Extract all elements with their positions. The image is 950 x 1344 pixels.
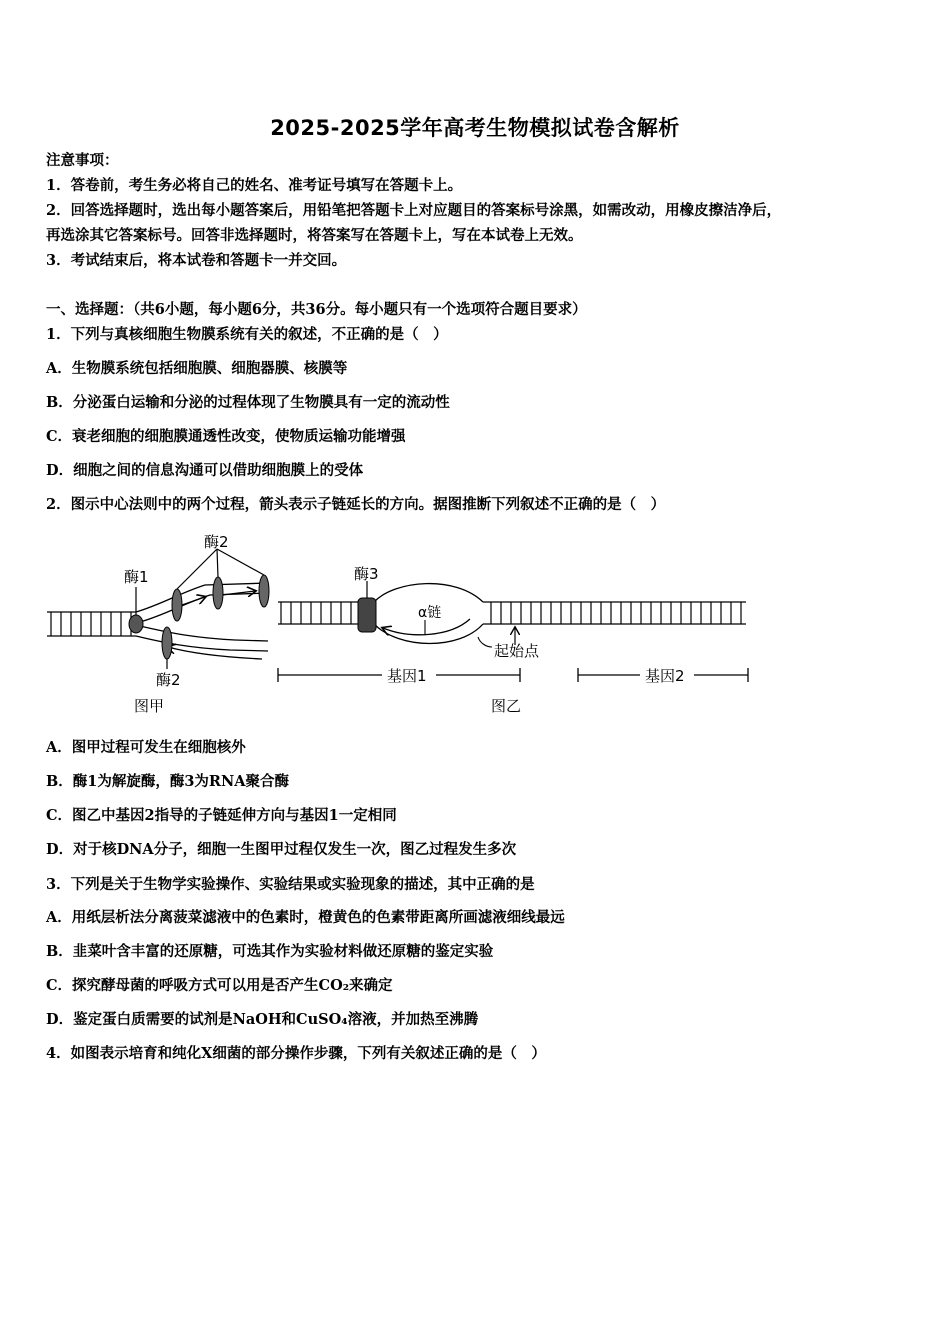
q1-option-d: D．细胞之间的信息沟通可以借助细胞膜上的受体 [46,462,364,479]
q1-option-c: C．衰老细胞的细胞膜通透性改变，使物质运输功能增强 [46,428,406,445]
notice-item-1: 1．答卷前，考生务必将自己的姓名、准考证号填写在答题卡上。 [46,177,463,194]
label-enzyme2-top: 酶2 [204,533,229,551]
q2-option-b: B．酶1为解旋酶，酶3为RNA聚合酶 [46,773,289,790]
q4-stem: 4．如图表示培育和纯化X细菌的部分操作步骤，下列有关叙述正确的是（ ） [46,1045,546,1062]
q2-option-c: C．图乙中基因2指导的子链延伸方向与基因1一定相同 [46,807,397,824]
q2-option-d: D．对于核DNA分子，细胞一生图甲过程仅发生一次，图乙过程发生多次 [46,841,517,858]
label-start-point: 起始点 [494,642,540,660]
q3-option-a: A．用纸层析法分离菠菜滤液中的色素时，橙黄色的色素带距离所画滤液细线最远 [46,909,565,926]
q3-stem: 3．下列是关于生物学实验操作、实验结果或实验现象的描述，其中正确的是 [46,876,535,893]
q2-figure [0,525,950,725]
caption-figure-b: 图乙 [491,697,522,715]
q2-stem: 2．图示中心法则中的两个过程，箭头表示子链延长的方向。据图推断下列叙述不正确的是（ ） [46,496,666,513]
notice-heading: 注意事项： [46,152,119,169]
q2-option-a: A．图甲过程可发生在细胞核外 [46,739,246,756]
label-enzyme2-bottom: 酶2 [156,671,181,689]
label-alpha-chain: α链 [418,605,442,621]
label-enzyme3: 酶3 [354,565,379,583]
figure-a [47,549,269,669]
caption-figure-a: 图甲 [134,697,165,715]
q1-option-b: B．分泌蛋白运输和分泌的过程体现了生物膜具有一定的流动性 [46,394,450,411]
label-enzyme1: 酶1 [124,568,149,586]
q3-option-c: C．探究酵母菌的呼吸方式可以用是否产生CO₂来确定 [46,977,393,994]
notice-item-2-cont: 再选涂其它答案标号。回答非选择题时，将答案写在答题卡上，写在本试卷上无效。 [46,227,583,244]
q3-option-d: D．鉴定蛋白质需要的试剂是NaOH和CuSO₄溶液，并加热至沸腾 [46,1011,479,1028]
label-gene1: 基因1 [387,667,427,685]
page-title: 2025-2025学年高考生物模拟试卷含解析 [270,116,680,140]
q1-stem: 1．下列与真核细胞生物膜系统有关的叙述，不正确的是（ ） [46,326,448,343]
q3-option-b: B．韭菜叶含丰富的还原糖，可选其作为实验材料做还原糖的鉴定实验 [46,943,494,960]
label-gene2: 基因2 [645,667,685,685]
q1-option-a: A．生物膜系统包括细胞膜、细胞器膜、核膜等 [46,360,348,377]
notice-item-3: 3．考试结束后，将本试卷和答题卡一并交回。 [46,252,347,269]
section-heading: 一、选择题：（共6小题，每小题6分，共36分。每小题只有一个选项符合题目要求） [46,301,587,318]
notice-item-2: 2．回答选择题时，选出每小题答案后，用铅笔把答题卡上对应题目的答案标号涂黑，如需改动，用橡皮擦洁净后， [46,202,782,219]
